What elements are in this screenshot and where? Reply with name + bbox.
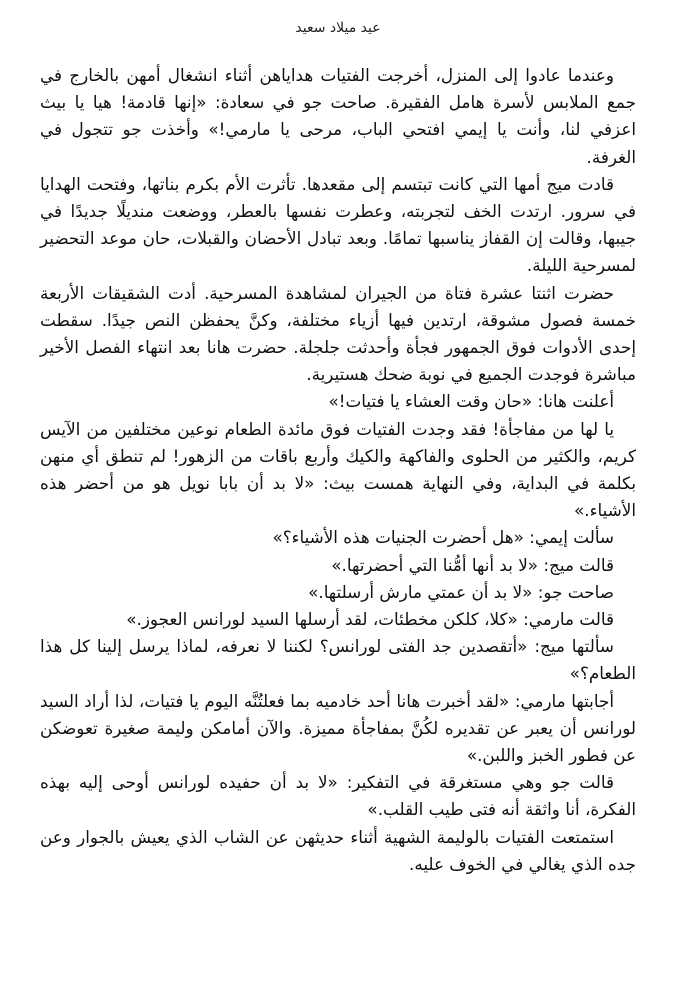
paragraph: حضرت اثنتا عشرة فتاة من الجيران لمشاهدة المسرحية. أدت الشقيقات الأربعة خمسة فصول مشوقة، ارتدين فيها أزياء مختلفة، وكنَّ يحفظن النص جيدًا. سقطت إحدى الأدوات فوق الجمهور فجأة وأحدثت جلجلة. حضرت هانا بعد انتهاء الفصل الأخير مباشرة فوجدت الجميع في نوبة ضحك هستيرية. <box>40 282 636 385</box>
chapter-body <box>40 62 636 878</box>
paragraph: سألت إيمي: «هل أحضرت الجنيات هذه الأشياء؟» <box>272 527 614 548</box>
paragraph: قالت مارمي: «كلا، كلكن مخطئات، لقد أرسلها السيد لورانس العجوز.» <box>126 609 614 630</box>
paragraph: قالت ميج: «لا بد أنها أمُّنا التي أحضرتها.» <box>331 554 614 575</box>
paragraph: أجابتها مارمي: «لقد أخبرت هانا أحد خادميه بما فعلتُنَّه اليوم يا فتيات، لذا أراد السيد لورانس أن يعبر عن تقديره لكُنَّ بمفاجأة مميزة. والآن أمامكن وليمة صغيرة تعوضكن عن فطور الخبز واللبن.» <box>40 690 636 766</box>
paragraph: قالت جو وهي مستغرقة في التفكير: «لا بد أن حفيده لورانس أوحى إليه بهذه الفكرة، أنا واثقة أنه فتى طيب القلب.» <box>40 772 636 820</box>
running-header: عيد ميلاد سعيد <box>295 20 381 36</box>
paragraph: استمتعت الفتيات بالوليمة الشهية أثناء حديثهن عن الشاب الذي يعيش بالجوار وعن جده الذي يغالي في الخوف عليه. <box>40 826 636 874</box>
paragraph: صاحت جو: «لا بد أن عمتي مارش أرسلتها.» <box>308 581 614 602</box>
paragraph: قادت ميج أمها التي كانت تبتسم إلى مقعدها. تأثرت الأم بكرم بناتها، وفتحت الهدايا في سرور. ارتدت الخف لتجربته، وعطرت نفسها بالعطر، ووضعت منديلًا جديدًا في جيبها، وقالت إن القفاز يناسبها تمامًا. وبعد تبادل الأحضان والقبلات، حان موعد التحضير لمسرحية الليلة. <box>40 173 636 276</box>
paragraph: سألتها ميج: «أتقصدين جد الفتى لورانس؟ لكننا لا نعرفه، لماذا يرسل إلينا كل هذا الطعام؟» <box>40 636 636 684</box>
paragraph: أعلنت هانا: «حان وقت العشاء يا فتيات!» <box>328 391 614 412</box>
paragraph: وعندما عادوا إلى المنزل، أخرجت الفتيات هداياهن أثناء انشغال أمهن بالخارج في جمع الملابس لأسرة هامل الفقيرة. صاحت جو في سعادة: «إنها قادمة! هيا يا بيث اعزفي لنا، وأنت يا إيمي افتحي الباب، مرحى يا مارمي!» وأخذت جو تتجول في الغرفة. <box>40 65 636 167</box>
paragraph: يا لها من مفاجأة! فقد وجدت الفتيات فوق مائدة الطعام نوعين مختلفين من الآيس كريم، والكثير من الحلوى والفاكهة والكيك وأربع باقات من الزهور! لم تنطق أي منهن بكلمة في البداية، وفي النهاية همست بيث: «لا بد أن بابا نويل هو من أحضر هذه الأشياء.» <box>40 418 636 521</box>
